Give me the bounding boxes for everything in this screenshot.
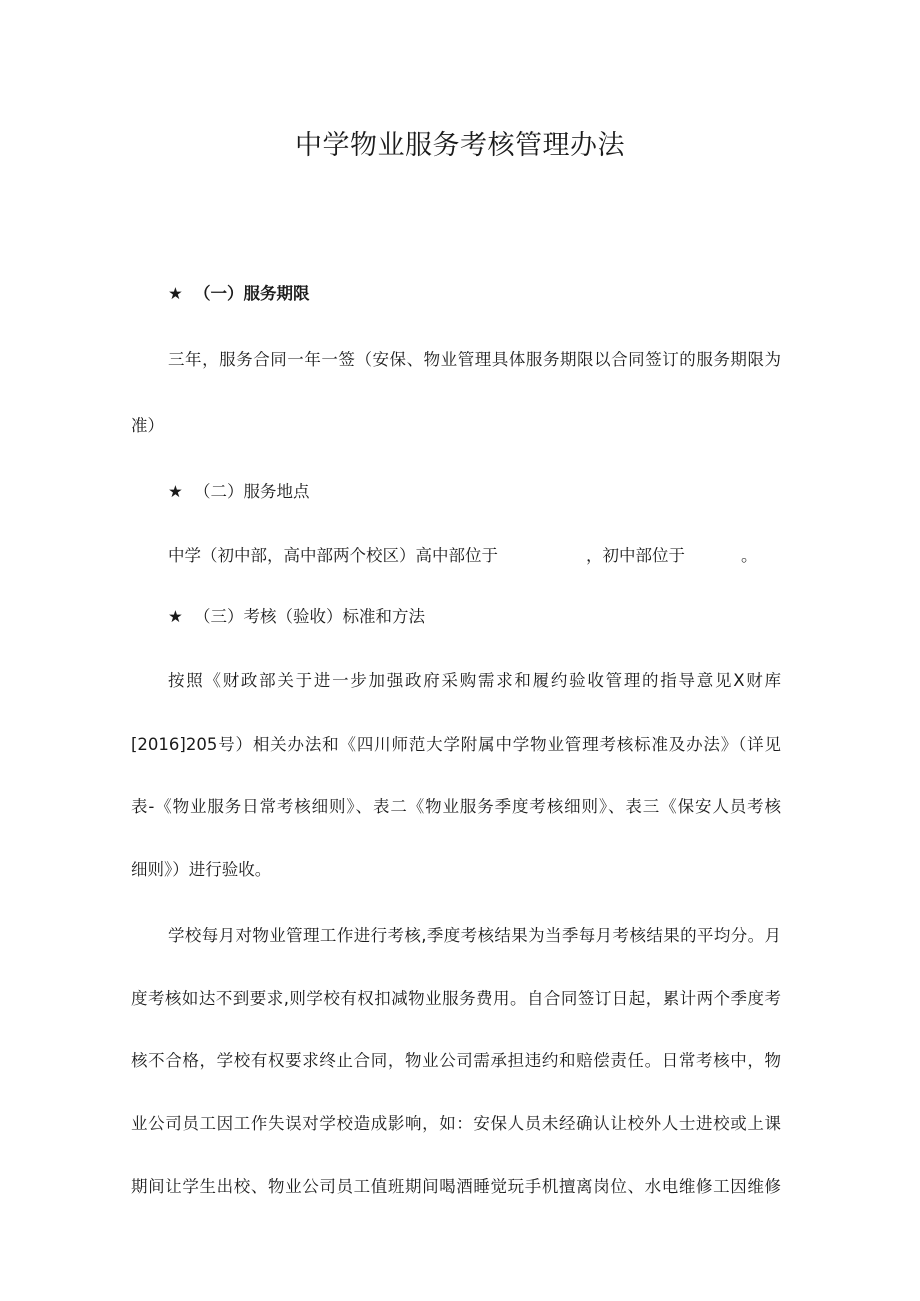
location-text-2: ，初中部位于 [586, 546, 685, 565]
section-heading-text: （一）服务期限 [194, 284, 310, 303]
paragraph-line: 业公司员工因工作失误对学校造成影响，如：安保人员未经确认让校外人士进校或上课 [131, 1114, 781, 1133]
document-title: 中学物业服务考核管理办法 [295, 130, 625, 161]
section-heading-text: （三）考核（验收）标准和方法 [194, 607, 425, 626]
paragraph-line: 准） [131, 416, 164, 435]
section-heading-text: （二）服务地点 [194, 482, 310, 501]
section-heading-1 [168, 283, 310, 305]
paragraph-line: 度考核如达不到要求,则学校有权扣减物业服务费用。自合同签订日起，累计两个季度考 [131, 989, 781, 1008]
location-text-3: 。 [741, 546, 758, 565]
paragraph-line: 按照《财政部关于进一步加强政府采购需求和履约验收管理的指导意见X财库 [168, 671, 781, 690]
paragraph-line: 表-《物业服务日常考核细则》、表二《物业服务季度考核细则》、表三《保安人员考核 [131, 797, 781, 816]
star-icon: ★ [168, 482, 183, 501]
location-text-1: 中学（初中部，高中部两个校区）高中部位于 [168, 546, 498, 565]
paragraph-line: 学校每月对物业管理工作进行考核,季度考核结果为当季每月考核结果的平均分。月 [168, 926, 781, 945]
section-heading-2 [168, 481, 310, 503]
star-icon: ★ [168, 284, 183, 303]
section-heading-3 [168, 606, 425, 628]
paragraph-line: 核不合格，学校有权要求终止合同，物业公司需承担违约和赔偿责任。日常考核中，物 [131, 1051, 781, 1070]
star-icon: ★ [168, 607, 183, 626]
paragraph-line: 三年，服务合同一年一签（安保、物业管理具体服务期限以合同签订的服务期限为 [168, 350, 781, 369]
paragraph-line-location [168, 545, 758, 567]
paragraph-line: 细则》）进行验收。 [131, 860, 272, 879]
paragraph-line: [2016]205号）相关办法和《四川师范大学附属中学物业管理考核标准及办法》（详见 [131, 735, 781, 754]
paragraph-line: 期间让学生出校、物业公司员工值班期间喝酒睡觉玩手机擅离岗位、水电维修工因维修 [131, 1177, 781, 1196]
